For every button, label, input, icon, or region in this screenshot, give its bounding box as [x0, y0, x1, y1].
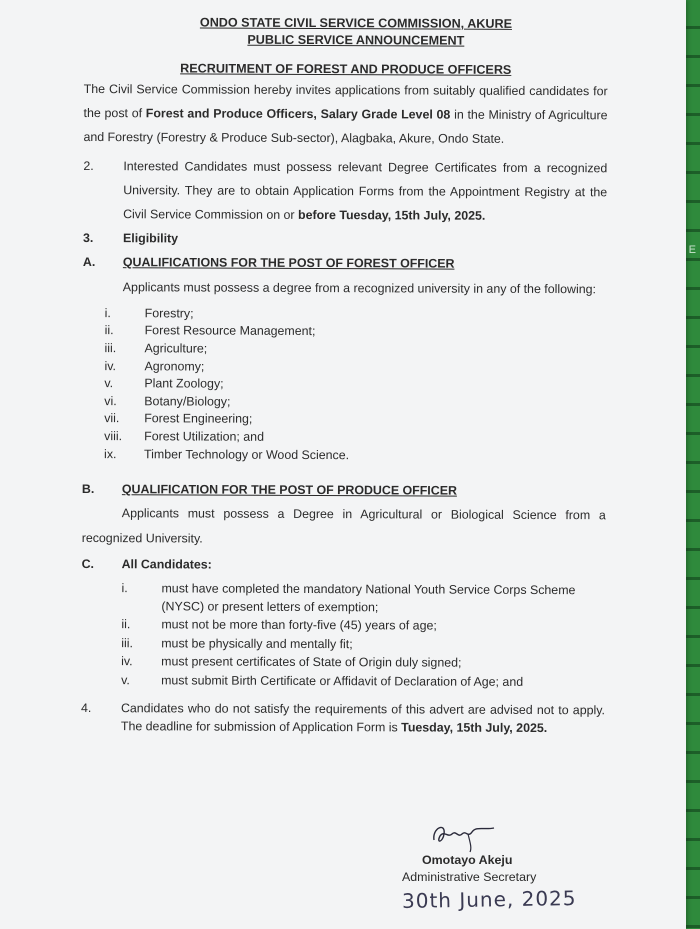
qualification-item-text: Agronomy; [144, 358, 205, 374]
section-c-heading: C. All Candidates: [82, 552, 606, 578]
qualification-item [105, 322, 607, 342]
qualification-item-text: Plant Zoology; [144, 376, 224, 391]
requirement-item-text: must have completed the mandatory National Youth Service Corps Scheme (NYSC) or present letters of exemption; [161, 581, 576, 614]
requirement-item [121, 616, 605, 636]
section-a-text: Applicants must possess a degree from a recognized university in any of the following: [122, 279, 596, 296]
signature-block [402, 826, 632, 913]
qualification-item-number: ix. [104, 446, 117, 461]
qualification-item [104, 358, 606, 378]
announcement-heading: PUBLIC SERVICE ANNOUNCEMENT [247, 32, 465, 48]
qualification-item [105, 340, 607, 360]
qualification-item-text: Forest Resource Management; [144, 323, 316, 339]
qualification-item-text: Agriculture; [144, 341, 208, 356]
handwritten-signature [428, 820, 508, 854]
announcement-document [81, 14, 608, 738]
qualification-item-text: Forest Utilization; and [144, 429, 265, 444]
produce-officer-title: QUALIFICATION FOR THE POST OF PRODUCE OFFICER [121, 482, 457, 498]
requirement-item-number: iii. [121, 635, 133, 650]
requirement-item-text: must not be more than forty-five (45) years of age; [161, 617, 437, 633]
section-2-text: Interested Candidates must possess relevant Degree Certificates from a recognized University. They are to obtain Application Forms from the Appointment Registry at the Civil Service Commission on or before Tuesday, 15th July, 2025. [123, 158, 608, 223]
requirement-item [121, 672, 605, 692]
qualification-item-text: Forest Engineering; [144, 411, 253, 427]
requirement-item [121, 635, 605, 655]
qualification-item-number: viii. [104, 429, 123, 444]
forest-officer-qualifications-list [104, 305, 607, 466]
section-4-deadline: Tuesday, 15th July, 2025. [401, 719, 548, 735]
requirement-item-text: must present certificates of State of Origin duly signed; [161, 654, 462, 671]
qualification-item [104, 428, 606, 448]
qualification-item-number: i. [104, 305, 111, 320]
qualification-item-text: Timber Technology or Wood Science. [144, 446, 350, 462]
requirement-item-text: must submit Birth Certificate or Affidavit of Declaration of Age; and [161, 673, 524, 689]
eligibility-title: Eligibility [122, 231, 179, 246]
handwritten-date: 30th June, 2025 [401, 885, 577, 913]
edge-text: E [688, 244, 696, 256]
qualification-item [104, 446, 606, 466]
qualification-item-number: vii. [104, 411, 120, 426]
intro-paragraph: The Civil Service Commission hereby invites applications from suitably qualified candidates for the post of Forest and Produce Officers, Salary Grade Level 08 in the Ministry of Agriculture and Forestry (Forestry & Produce Sub-sector), Alagbaka, Akure, Ondo State. [83, 81, 608, 147]
qualification-item-text: Forestry; [144, 305, 194, 321]
commission-heading: ONDO STATE CIVIL SERVICE COMMISSION, AKURE [199, 15, 513, 31]
qualification-item-text: Botany/Biology; [144, 394, 231, 409]
qualification-item [104, 375, 606, 395]
signatory-role: Administrative Secretary [402, 870, 537, 885]
signatory-name: Omotayo Akeju [422, 853, 513, 867]
recruitment-title: RECRUITMENT OF FOREST AND PRODUCE OFFICERS [180, 61, 512, 77]
qualification-item-number: vi. [104, 393, 117, 408]
requirement-item [121, 580, 605, 617]
qualification-item [105, 305, 607, 325]
requirement-item-text: must be physically and mentally fit; [161, 636, 353, 651]
qualification-item [104, 410, 606, 430]
candidate-requirements-list [121, 580, 605, 692]
section-2-deadline: before Tuesday, 15th July, 2025. [298, 207, 486, 223]
section-b-heading: B. QUALIFICATION FOR THE POST OF PRODUCE OFFICER [82, 477, 606, 503]
qualification-item-number: v. [104, 376, 114, 391]
qualification-item-number: iii. [104, 340, 117, 356]
section-2 [83, 154, 607, 229]
requirement-item-number: iv. [121, 654, 133, 669]
section-4: 4. Candidates who do not satisfy the requirements of this advert are advised not to apply. The deadline for submission of Application Form is Tuesday, 15th July, 2025. [81, 700, 605, 738]
qualification-item [104, 393, 606, 413]
section-b-text: Applicants must possess a Degree in Agricultural or Biological Science from a recognized University. [81, 506, 606, 546]
qualification-item-number: iv. [104, 358, 116, 373]
post-name: Forest and Produce Officers, Salary Grade Level 08 [145, 106, 451, 122]
all-candidates-title: All Candidates: [121, 556, 212, 572]
section-2-number: 2. [83, 158, 94, 173]
forest-officer-title: QUALIFICATIONS FOR THE POST OF FOREST OFFICER [122, 255, 455, 271]
requirement-item-number: v. [121, 673, 130, 688]
qualification-item-number: ii. [104, 323, 114, 338]
requirement-item [121, 654, 605, 674]
section-a-heading: A. QUALIFICATIONS FOR THE POST OF FOREST OFFICER [83, 250, 607, 276]
requirement-item-number: ii. [121, 617, 131, 632]
requirement-item-number: i. [121, 581, 128, 596]
section-4-text: Candidates who do not satisfy the requirements of this advert are advised not to apply. The deadline for submission of Application Form is Tuesday, 15th July, 2025. [120, 700, 605, 735]
section-3: 3. Eligibility [83, 226, 607, 252]
